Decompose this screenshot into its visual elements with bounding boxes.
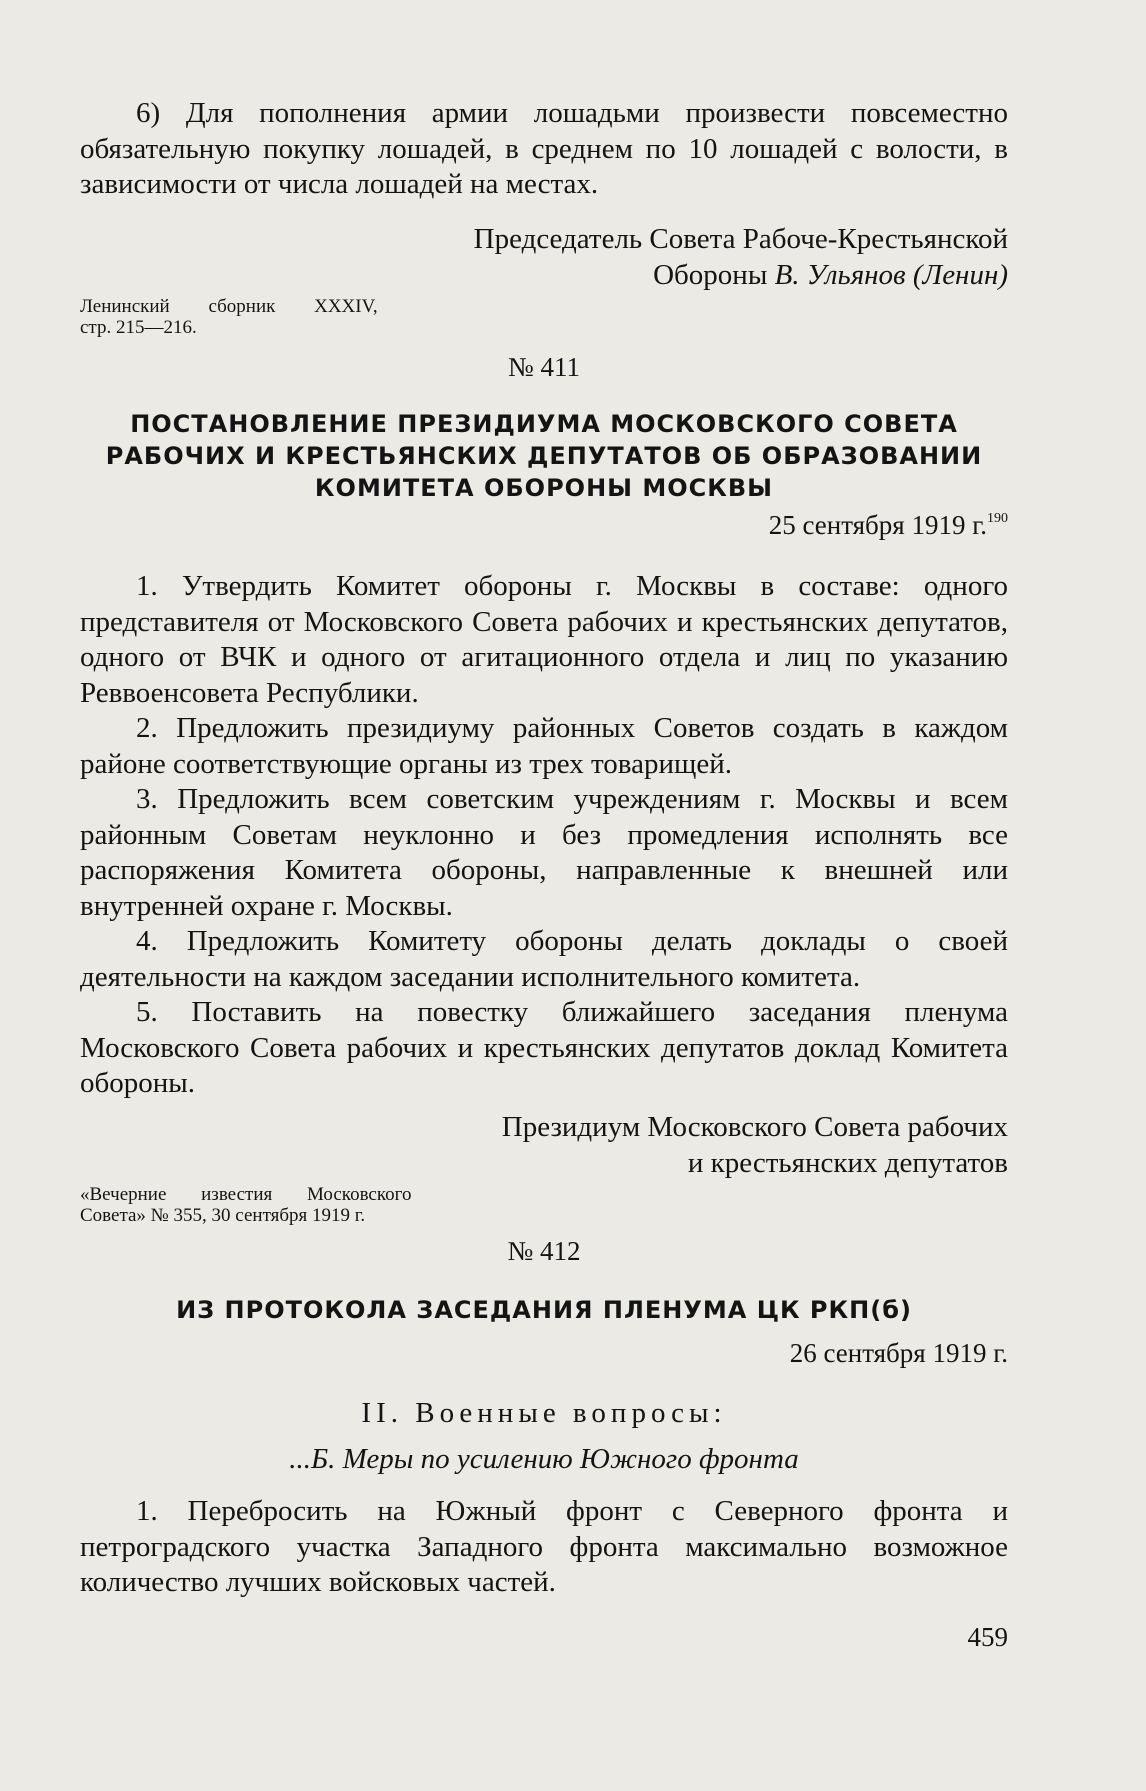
doc-411-date-line bbox=[80, 508, 1008, 544]
doc-412-title: ИЗ ПРОТОКОЛА ЗАСЕДАНИЯ ПЛЕНУМА ЦК РКП(б) bbox=[176, 1296, 912, 1324]
signature-1-line-1: Председатель Совета Рабоче-Крестьянской bbox=[473, 223, 1008, 255]
page-number: 459 bbox=[967, 1622, 1008, 1652]
doc-411-source-line-2: Совета» № 355, 30 сентября 1919 г. bbox=[80, 1205, 366, 1226]
signature-1-line-2 bbox=[80, 258, 1008, 294]
doc-411-title-line-1: ПОСТАНОВЛЕНИЕ ПРЕЗИДИУМА МОСКОВСКОГО СОВЕТА bbox=[130, 410, 958, 438]
doc-412-date: 26 сентября 1919 г. bbox=[789, 1338, 1008, 1368]
signature-1-prefix: Обороны bbox=[653, 259, 775, 291]
doc-411-item-1: 1. Утвердить Комитет обороны г. Москвы в составе: одного представителя от Московского Совета рабочих и крестьянских депутатов, одного от ВЧК и одного от агитационного отдела и лиц по указанию Реввоенсовета Республики. bbox=[80, 570, 1008, 709]
doc-411-source-line-1: «Вечерние известия Московского bbox=[80, 1184, 412, 1205]
doc-411-item-4: 4. Предложить Комитету обороны делать доклады о своей деятельности на каждом заседании исполнительного комитета. bbox=[80, 925, 1008, 993]
signature-1-name: В. Ульянов (Ленин) bbox=[774, 259, 1008, 291]
doc-412-paragraph: 1. Перебросить на Южный фронт с Северного фронта и петроградского участка Западного фронта максимально возможное количество лучших войсковых частей. bbox=[80, 1495, 1008, 1598]
doc-411-item-2: 2. Предложить президиуму районных Советов создать в каждом районе соответствующие органы из трех товарищей. bbox=[80, 712, 1008, 780]
doc-411-signature-line-1: Президиум Московского Совета рабочих bbox=[501, 1111, 1008, 1143]
doc-411-number: № 411 bbox=[507, 352, 580, 382]
doc-412-number: № 412 bbox=[507, 1236, 581, 1266]
doc-411-items bbox=[80, 569, 1008, 1102]
footnote-190: 190 bbox=[987, 511, 1008, 526]
doc-411-title-line-2: РАБОЧИХ И КРЕСТЬЯНСКИХ ДЕПУТАТОВ ОБ ОБРАЗОВАНИИ bbox=[105, 442, 983, 470]
top-paragraph: 6) Для пополнения армии лошадьми произвести повсеместно обязательную покупку лошадей, в среднем по 10 лошадей с волости, в зависимости от числа лошадей на местах. bbox=[80, 97, 1008, 200]
doc-412-subsection: ...Б. Меры по усилению Южного фронта bbox=[289, 1443, 799, 1475]
source-1-line-1: Ленинский сборник XXXIV, bbox=[80, 296, 378, 317]
doc-411-item-5: 5. Поставить на повестку ближайшего заседания пленума Московского Совета рабочих и крестьянских депутатов доклад Комитета обороны. bbox=[80, 996, 1008, 1099]
doc-411-title-line-3: КОМИТЕТА ОБОРОНЫ МОСКВЫ bbox=[314, 474, 774, 502]
doc-411-item-3: 3. Предложить всем советским учреждениям г. Москвы и всем районным Советам неуклонно и без промедления исполнять все распоряжения Комитета обороны, направленные к внешней или внутренней охране г. Москвы. bbox=[80, 783, 1008, 922]
source-1-line-2: стр. 215—216. bbox=[80, 317, 197, 338]
doc-411-signature-line-2: и крестьянских депутатов bbox=[687, 1147, 1008, 1179]
doc-412-section: II. Военные вопросы: bbox=[361, 1397, 727, 1429]
doc-411-date: 25 сентября 1919 г. bbox=[768, 510, 987, 540]
